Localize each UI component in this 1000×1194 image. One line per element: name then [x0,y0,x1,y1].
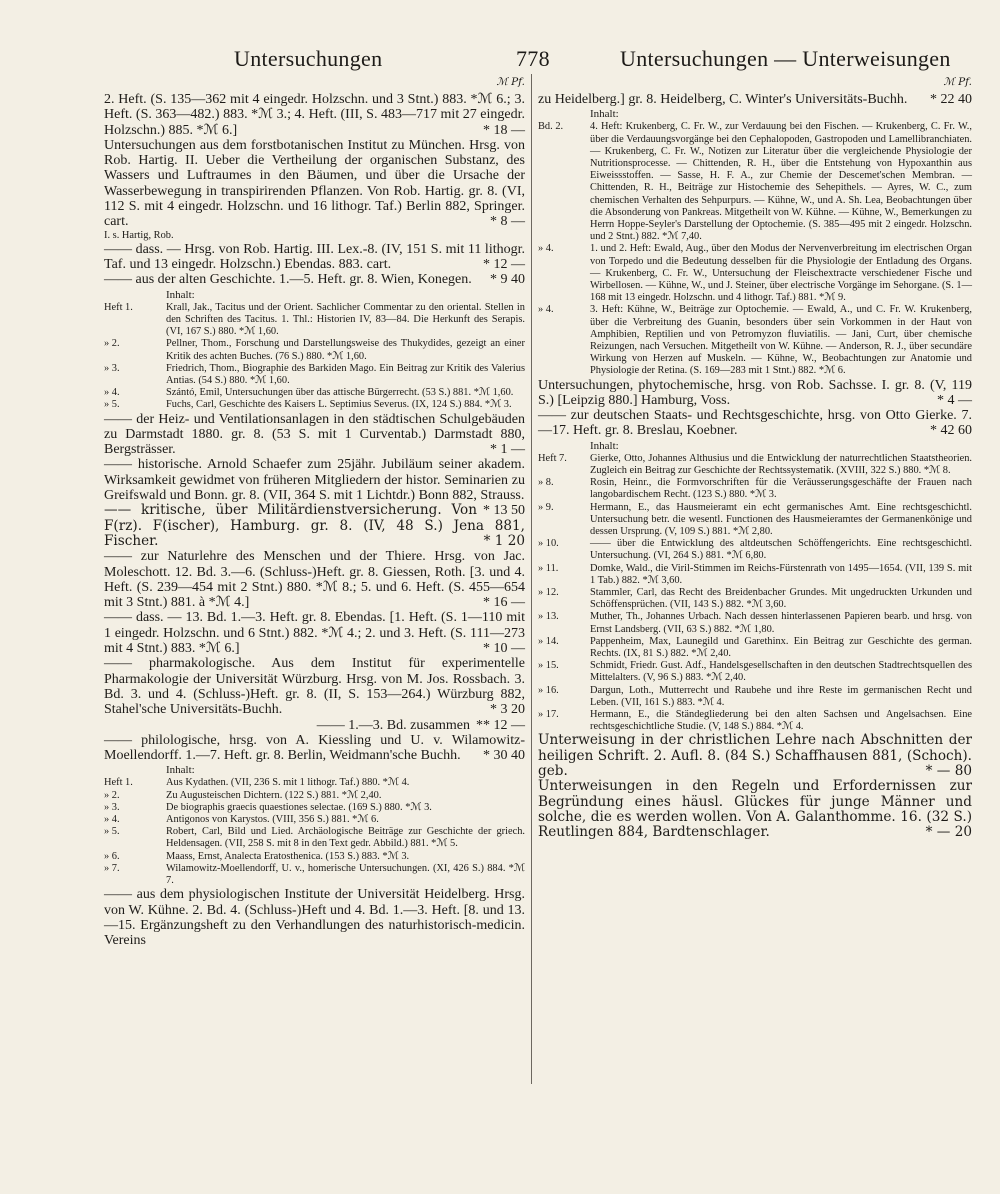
catalog-entry [104,457,525,519]
entry-price: * 3 20 [490,702,525,718]
entry-price: * 10 — [483,641,525,657]
catalog-entry [538,779,972,840]
contents-item [104,387,525,399]
contents-item-label: » 4. [538,304,554,316]
contents-item [538,587,972,611]
entry-price: * — 20 [925,824,972,841]
contents-item [104,338,525,362]
contents-heading: Inhalt: [590,108,619,121]
contents-item-label: Heft 1. [104,777,133,789]
contents-item [104,363,525,387]
contents-item-text: Aus Kydathen. (VII, 236 S. mit 1 lithogr. Taf.) 880. *ℳ 4. [166,777,410,789]
entry-text: —— philologische, hrsg. von A. Kiessling und U. v. Wilamowitz-Moellendorff. 1.—7. Heft. gr. 8. Berlin, Weidmann'sche Buchh. [104,732,525,764]
catalog-entry [538,92,972,107]
contents-item-label: » 7. [104,862,120,874]
contents-item [104,802,525,814]
contents-item-label: » 13. [538,611,559,623]
contents-item [538,636,972,660]
contents-item-label: » 10. [538,538,559,550]
catalog-entry [104,887,525,948]
contents-item-label: » 5. [104,826,120,838]
contents-item [104,826,525,850]
page-number: 778 [516,46,550,71]
entry-text: —— historische. Arnold Schaefer zum 25jähr. Jubiläum seiner akadem. Wirksamkeit gewidmet von früheren Mitgliedern der histor. Seminarien zu Greifswald und Bonn. gr. 8. (VII, 364 S. mit 1 Lichtdr.) Bonn 882, Strauss. [104,457,525,504]
contents-heading: Inhalt: [166,288,195,301]
contents-heading: Inhalt: [166,764,195,777]
right-column [538,76,972,841]
catalog-entry [104,412,525,458]
contents-item-text: Rosin, Heinr., die Formvorschriften für die Veräusserungsgeschäfte der Frauen nach langobardischem Recht. (123 S.) 880. *ℳ 3. [590,477,972,501]
contents-item-label: Heft 7. [538,452,567,464]
contents-item-text: Schmidt, Friedr. Gust. Adf., Handelsgesellschaften in den deutschen Stadtrechtsquellen des Mittelalters. (V, 96 S.) 883. *ℳ 2,40. [590,660,972,684]
contents-item-label: » 9. [538,501,554,513]
contents-item [538,611,972,635]
entry-text: —— dass. — Hrsg. von Rob. Hartig. III. Lex.-8. (IV, 151 S. mit 11 lithogr. Taf. und 13 eingedr. Holzschn.) Ebendas. 883. cart. [104,241,525,273]
entry-text: —— aus dem physiologischen Institute der Universität Heidelberg. Hrsg. von W. Kühne. 2. Bd. 4. (Schluss-)Heft und 4. Bd. 1.—3. Heft. [8. und 13.—15. Ergänzungsheft zu den Verhandlungen des naturhistorisch-medicin. Vereins [104,887,525,949]
contents-item-label: » 16. [538,684,559,696]
contents-item [538,502,972,539]
catalog-entry [104,656,525,717]
contents-item-text: Wilamowitz-Moellendorff, U. v., homerische Untersuchungen. (XI, 426 S.) 884. *ℳ 7. [166,862,525,887]
contents-item-label: » 6. [104,850,120,862]
contents-item [104,777,525,789]
entry-price: ** 12 — [476,717,525,733]
contents-item-text: Robert, Carl, Bild und Lied. Archäologische Beiträge zur Geschichte der griech. Heldensagen. (VII, 258 S. mit 8 in den Text gedr. Abbild.) 881. *ℳ 5. [166,826,525,850]
contents-item-text: Krall, Jak., Tacitus und der Orient. Sachlicher Commentar zu den oriental. Stellen in den Schriften des Tacitus. 1. Thl.: Historien IV, 83—84. Die Herkunft des Serapis. (VI, 167 S.) 880. *ℳ 1,60. [166,301,525,338]
entry-price: * 22 40 [930,92,972,107]
entry-text: 2. Heft. (S. 135—362 mit 4 eingedr. Holzschn. und 3 Stnt.) 883. *ℳ 6.; 3. Heft. (S. 363—482.) 883. *ℳ 3.; 4. Heft. (III, S. 483—717 mit 27 eingedr. Holzschn.) 885. *ℳ 6.] [104,92,525,138]
contents-item [538,453,972,477]
entry-text: —— zur Naturlehre des Menschen und der Thiere. Hrsg. von Jac. Moleschott. 12. Bd. 3.—6. (Schluss-)Heft. gr. 8. Giessen, Roth. [3. und 4. Heft. (S. 239—454 mit 2 Stnt.) 880. *ℳ 8.; 5. und 6. Heft. (S. 455—654 mit 3 Stnt.) 881. à *ℳ 4.] [104,549,525,611]
entry-text: Untersuchungen, phytochemische, hrsg. von Rob. Sachsse. I. gr. 8. (V, 119 S.) [Leipzig 880.] Hamburg, Voss. [538,377,972,408]
contents-item-text: Domke, Wald., die Viril-Stimmen im Reichs-Fürstenrath von 1495—1654. (VII, 139 S. mit 1 Tab.) 882. *ℳ 3,60. [590,562,972,586]
contents-item-text: Dargun, Loth., Mutterrecht und Raubehe und ihre Reste im germanischen Recht und Leben. (VII, 161 S.) 883. *ℳ 4. [590,684,972,708]
entry-price: * 4 — [937,392,972,408]
catalog-entry [538,378,972,409]
contents-item [538,685,972,709]
contents-item-label: » 14. [538,635,559,647]
catalog-entry [104,549,525,610]
contents-item-label: » 17. [538,709,559,721]
contents-item-text: 1. und 2. Heft: Ewald, Aug., über den Modus der Nervenverbreitung im electrischen Organ von Torpedo und die Bedeutung desselben für die Physiologie der Entladung des Organs. — Krukenberg, C. Fr. W., Untersuchung der Fleischextracte verschiedener Fische und Wirbellosen. — Kühne, W., und J. Steiner, über electrische Vorgänge im Sehorgane. (S. 1—168 mit 13 eingedr. Holzschn. und 4 lithogr. Taf.) 881. *ℳ 9. [590,243,972,304]
entry-text: Unterweisungen in den Regeln und Erfordernissen zur Begründung eines häusl. Glückes für junge Männer und solche, die es werden wollen. Von A. Galanthomme. 16. (32 S.) Reutlingen 884, Bardtenschlager. [538,778,972,841]
contents-item-text: Gierke, Otto, Johannes Althusius und die Entwicklung der naturrechtlichen Staatstheorien. Zugleich ein Beitrag zur Geschichte der Rechtssystematik. (XVIII, 322 S.) 880. *ℳ 8. [590,452,972,476]
contents-item [538,477,972,501]
contents-item [538,538,972,562]
contents-item [538,660,972,684]
entry-text: —— pharmakologische. Aus dem Institut für experimentelle Pharmakologie der Universität Würzburg. Hrsg. von M. Jos. Rossbach. 3. Bd. 3. und 4. (Schluss-)Heft. gr. 8. (II, S. 153—264.) Würzburg 882, Stahel'sche Universitäts-Buchh. [104,656,525,718]
contents-item-label: » 8. [538,477,554,489]
right-currency-header: ℳ Pf. [943,76,972,88]
running-header-left: Untersuchungen [234,46,383,71]
contents-item-text: De biographis graecis quaestiones selectae. (169 S.) 880. *ℳ 3. [166,801,432,813]
catalog-entry [104,610,525,656]
contents-item [538,709,972,733]
entry-text: zu Heidelberg.] gr. 8. Heidelberg, C. Winter's Universitäts-Buchh. [538,92,908,107]
contents-item-text: Antigonos von Karystos. (VIII, 356 S.) 881. *ℳ 6. [166,814,379,826]
catalog-entry [104,272,525,287]
entry-price: * 13 50 [483,503,525,519]
catalog-entry [104,92,525,138]
contents-item-label: » 5. [104,399,120,411]
contents-item [104,399,525,411]
contents-item [538,121,972,243]
contents-item-label: Bd. 2. [538,121,564,133]
catalog-entry [104,718,525,733]
running-header-right: Untersuchungen — Unterweisungen [620,46,951,71]
entry-text: —— 1.—3. Bd. zusammen [316,717,470,733]
entry-text: —— der Heiz- und Ventilationsanlagen in den städtischen Schulgebäuden zu Darmstadt 1880. gr. 8. (53 S. mit 1 Curventab.) Darmstadt 880, Bergsträsser. [104,411,525,458]
entry-text: —— aus der alten Geschichte. 1.—5. Heft. gr. 8. Wien, Konegen. [104,272,472,288]
contents-item-text: Maass, Ernst, Analecta Eratosthenica. (153 S.) 883. *ℳ 3. [166,850,410,862]
contents-item-text: Pellner, Thom., Forschung und Darstellungsweise des Thukydides, gezeigt an einer Kritik des achten Buches. (76 S.) 880. *ℳ 1,60. [166,338,525,362]
contents-item-text: Fuchs, Carl, Geschichte des Kaisers L. Septimius Severus. (IX, 124 S.) 884. *ℳ 3. [166,399,512,411]
contents-item-text: Zu Augusteischen Dichtern. (122 S.) 881. *ℳ 2,40. [166,789,382,801]
catalog-entry [104,503,525,549]
cross-reference-note: I. s. Hartig, Rob. [104,229,174,241]
contents-heading: Inhalt: [590,439,619,452]
left-column [104,76,525,948]
contents-item-label: » 2. [104,338,120,350]
contents-item-text: 3. Heft: Kühne, W., Beiträge zur Optochemie. — Ewald, A., und C. Fr. W. Krukenberg, über die Verbreitung des Guanin, besonders über sein Vorkommen in der Haut von Amphibien, Reptilien und von Petromyzon fluviatilis. — Jani, Curt, über chemische Reizungen, nach Versuchen. Mitgetheilt von W. Kühne. — Anderson, R. J., über secundäre Wirkung von Herzen auf Muskeln. — Kühne, W., Beobachtungen zur Anatomie und Physiologie der Retina. (S. 169—283 mit 1 Stnt.) 882. *ℳ 6. [590,304,972,377]
contents-item [538,304,972,377]
contents-item-label: » 3. [104,801,120,813]
entry-price: * 9 40 [490,272,525,288]
contents-item-label: » 15. [538,660,559,672]
catalog-entry [104,242,525,273]
contents-item [104,851,525,863]
contents-item-text: Stammler, Carl, das Recht des Breidenbacher Grundes. Mit ungedruckten Urkunden und Schöffensprüchen. (VII, 143 S.) 882. *ℳ 3,60. [590,586,972,611]
contents-item-text: 4. Heft: Krukenberg, C. Fr. W., zur Verdauung bei den Fischen. — Krukenberg, C. Fr. W., über die Verdauungsvorgänge bei den Cephalopoden, Gastropoden und Lamellibranchiaten. — Krukenberg, C. Fr. W., Notizen zur Literatur über die vergleichende Physiologie der Nutritionsprocesse. — Chittenden, R. H., über die Entstehung von Hypoxanthin aus Eiweissstoffen. — Sasse, H. F. A., zur Chemie der Descemet'schen Membran. — Chittenden, R. H., Beiträge zur Histochemie des Sehepithels. — Ayres, W. C., zum chemischen Verhalten des Sehpurpurs. — Kühne, W., und A. Sh. Lea, Beobachtungen über die Absonderung von Pankreas. Mitgetheilt von W. Kühne. — Kühne, W., Bemerkungen zu Herrn Hoppe-Seyler's Darstellung der Optochemie. (S. 385—495 mit 2 eingedr. Holzschn. und 2 Stnt.) 882. *ℳ 7,40. [590,121,972,243]
entry-price: * 30 40 [483,748,525,764]
contents-item [104,790,525,802]
contents-item-label: » 2. [104,789,120,801]
contents-item-text: Pappenheim, Max, Launegild und Garethinx. Ein Beitrag zur Geschichte des german. Rechts. (IX, 81 S.) 882. *ℳ 2,40. [590,635,972,659]
contents-item-label: » 3. [104,362,120,374]
contents-item-text: Hermann, E., die Ständegliederung bei den alten Sachsen und Angelsachsen. Eine rechtsgeschichtliche Studie. (V, 148 S.) 884. *ℳ 4. [590,709,972,733]
contents-item-text: Muther, Th., Johannes Urbach. Nach dessen hinterlassenen Papieren bearb. und hrsg. von Ernst Landsberg. (VII, 63 S.) 882. *ℳ 1,80. [590,611,972,635]
contents-item [104,302,525,339]
contents-item [538,243,972,304]
entry-price: * 42 60 [930,423,972,439]
contents-item-text: Hermann, E., das Hausmeieramt ein echt germanisches Amt. Eine rechtsgeschichtl. Untersuchung betr. die wesentl. Functionen des Hausmeieramtes der Germanenkönige und dessen Ursprung. (V, 109 S.) 881. *ℳ 2,80. [590,501,972,537]
contents-item-label: » 4. [538,243,554,255]
entry-price: * 8 — [490,214,525,230]
contents-item-text: Friedrich, Thom., Biographie des Barkiden Mago. Ein Beitrag zur Kritik des Valerius Antias. (54 S.) 880. *ℳ 1,60. [166,362,525,386]
catalog-entry [104,733,525,764]
catalog-entry [538,733,972,779]
contents-item-label: » 4. [104,814,120,826]
entry-text: Untersuchungen aus dem forstbotanischen Institut zu München. Hrsg. von Rob. Hartig. II. Ueber die Vertheilung der organischen Substanz, des Wassers und Luftraumes in den Bäumen, und über die Ursache der Wasserbewegung in transpirirenden Pflanzen. Von Rob. Hartig. gr. 8. (VI, 112 S. mit 4 eingedr. Holzschn. und 16 lithogr. Taf.) Berlin 882, Springer. cart. [104,137,525,230]
entry-price: * 1 20 [483,532,525,549]
contents-item-label: » 12. [538,586,559,598]
right-column-body [538,92,972,841]
entry-text: —— dass. — 13. Bd. 1.—3. Heft. gr. 8. Ebendas. [1. Heft. (S. 1—110 mit 1 eingedr. Holzschn. und 6 Stnt.) 882. *ℳ 4.; 2. und 3. Heft. (S. 111—273 mit 4 Stnt.) 883. *ℳ 6.] [104,610,525,657]
catalog-entry [538,408,972,439]
entry-price: * 16 — [483,595,525,611]
contents-item-text: —— über die Entwicklung des altdeutschen Schöffengerichts. Eine rechtsgeschichtl. Untersuchung. (VI, 264 S.) 881. *ℳ 6,80. [590,538,972,562]
entry-price: * — 80 [925,763,972,780]
left-column-body [104,92,525,948]
left-currency-header: ℳ Pf. [496,76,525,88]
entry-text: —— zur deutschen Staats- und Rechtsgeschichte, hrsg. von Otto Gierke. 7.—17. Heft. gr. 8. Breslau, Koebner. [538,408,972,439]
entry-price: * 18 — [483,122,525,138]
entry-price: * 12 — [483,257,525,273]
contents-item-text: Szántó, Emil, Untersuchungen über das attische Bürgerrecht. (53 S.) 881. *ℳ 1,60. [166,387,514,399]
contents-item [104,814,525,826]
contents-item [104,863,525,887]
entry-text: Unterweisung in der christlichen Lehre nach Abschnitten der heiligen Schrift. 2. Aufl. 8. (84 S.) Schaffhausen 881, (Schoch). geb. [538,732,972,780]
contents-item-label: Heft 1. [104,301,133,313]
contents-item [538,563,972,587]
column-divider [531,74,532,1084]
entry-price: * 1 — [490,442,525,458]
contents-item-label: » 11. [538,562,559,574]
entry-text: —— kritische, über Militärdienstversicherung. Von F(rz). F(ischer), Hamburg. gr. 8. (IV, 48 S.) Jena 881, Fischer. [104,502,525,549]
contents-item-label: » 4. [104,387,120,399]
catalog-entry [104,138,525,230]
